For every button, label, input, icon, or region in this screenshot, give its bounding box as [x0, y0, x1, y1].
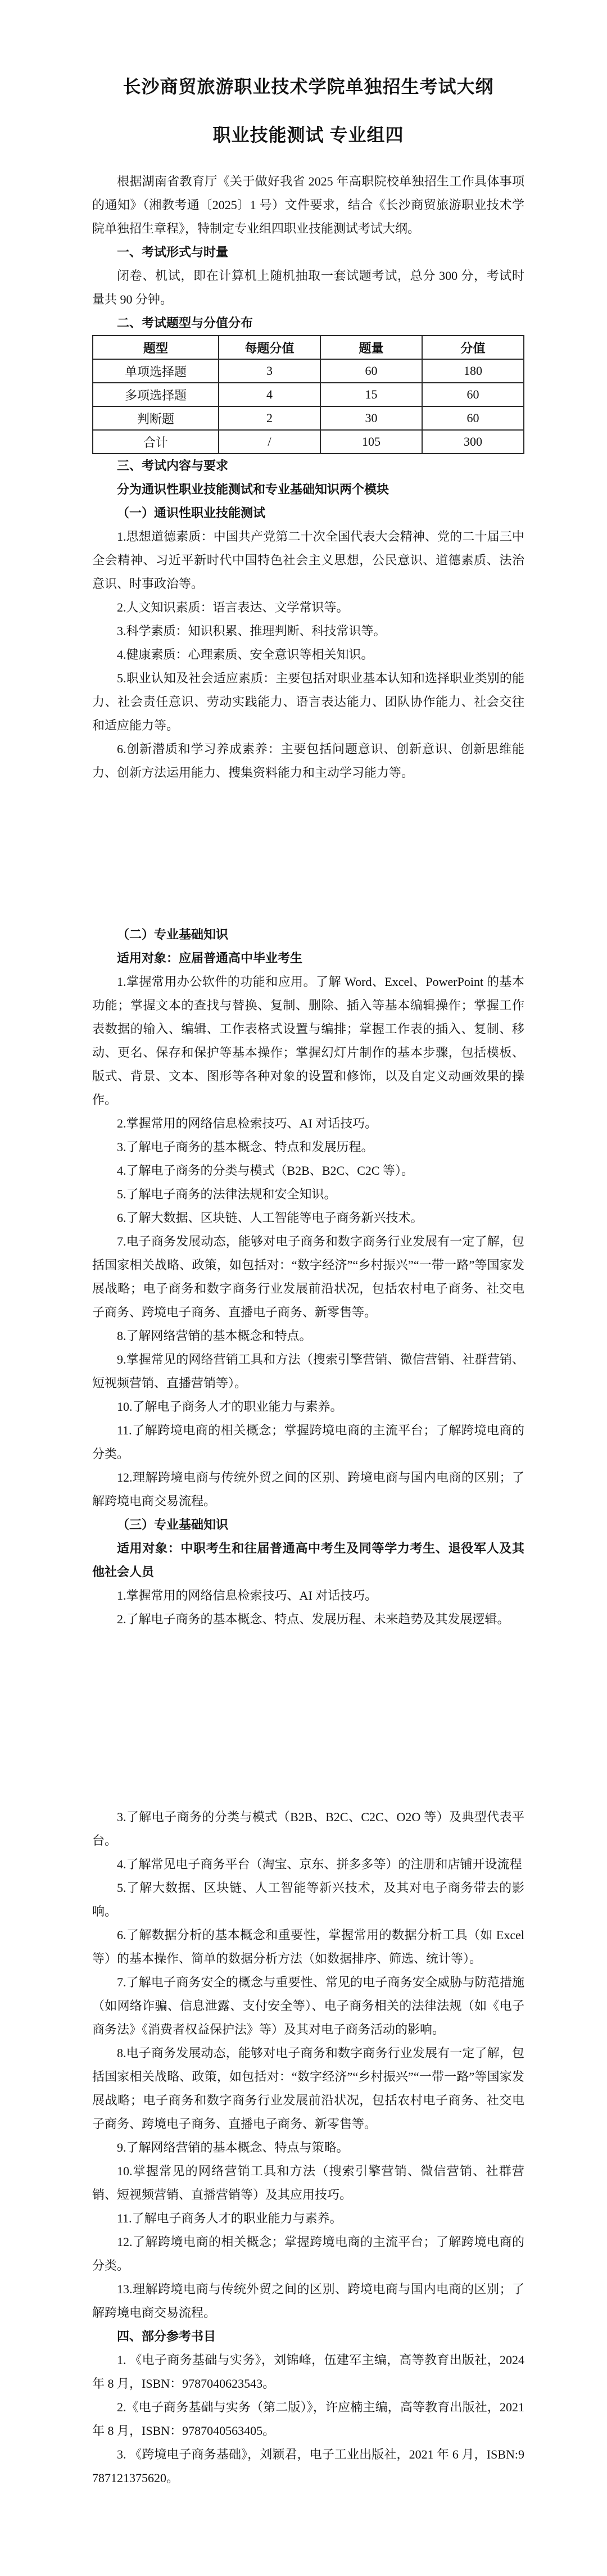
list-item: 2.了解电子商务的基本概念、特点、发展历程、未来趋势及其发展逻辑。	[117, 1612, 510, 1626]
part3-heading: （三）专业基础知识	[117, 1518, 229, 1532]
list-item: 5.了解电子商务的法律法规和安全知识。	[117, 1187, 337, 1201]
table-row	[93, 359, 524, 383]
table-cell: 60	[422, 406, 524, 430]
list-item: 13.理解跨境电商与传统外贸之间的区别、跨境电商与国内电商的区别；了解跨境电商交易流程。	[92, 2282, 524, 2320]
table-cell: 3	[219, 359, 320, 383]
table-cell: 180	[422, 359, 524, 383]
list-item: 2.掌握常用的网络信息检索技巧、AI 对话技巧。	[117, 1116, 378, 1130]
table-cell: 多项选择题	[93, 383, 219, 406]
list-item: 4.了解常见电子商务平台（淘宝、京东、拼多多等）的注册和店铺开设流程	[117, 1857, 522, 1871]
reference-item: 1. 《电子商务基础与实务》，刘锦峰，伍建军主编，高等教育出版社，2024 年 8 月，ISBN：9787040623543。	[92, 2353, 524, 2391]
table-cell: 60	[422, 383, 524, 406]
part2-heading: （二）专业基础知识	[117, 927, 229, 941]
table-cell: 单项选择题	[93, 359, 219, 383]
table-row	[93, 406, 524, 430]
list-item: 11.了解电子商务人才的职业能力与素养。	[117, 2211, 342, 2225]
reference-item: 3. 《跨境电子商务基础》，刘颖君，电子工业出版社，2021 年 6 月，ISBN:9787121375620。	[92, 2447, 524, 2485]
list-item: 1.掌握常用办公软件的功能和应用。了解 Word、Excel、PowerPoint 的基本功能；掌握文本的查找与替换、复制、删除、插入等基本编辑操作；掌握工作表数据的输入、编辑、工作表格式设置与编排；掌握工作表的插入、复制、移动、更名、保存和保护等基本操作；掌握幻灯片制作的基本步骤，包括模板、版式、背景、文本、图形等各种对象的设置和修饰，以及自定义动画效果的操作。	[92, 975, 524, 1107]
reference-item: 2.《电子商务基础与实务（第二版）》，许应楠主编，高等教育出版社，2021 年 8 月，ISBN：9787040563405。	[92, 2400, 524, 2438]
table-header-row	[93, 336, 524, 359]
document-subtitle: 职业技能测试 专业组四	[212, 125, 404, 145]
list-item: 12.了解跨境电商的相关概念；掌握跨境电商的主流平台；了解跨境电商的分类。	[92, 2235, 524, 2272]
list-item: 9.掌握常见的网络营销工具和方法（搜索引擎营销、微信营销、社群营销、短视频营销、直播营销等）。	[92, 1352, 524, 1390]
list-item: 1.掌握常用的网络信息检索技巧、AI 对话技巧。	[117, 1588, 378, 1602]
list-item: 11.了解跨境电商的相关概念；掌握跨境电商的主流平台；了解跨境电商的分类。	[92, 1423, 524, 1461]
list-item: 10.掌握常见的网络营销工具和方法（搜索引擎营销、微信营销、社群营销、短视频营销、直播营销等）及其应用技巧。	[92, 2164, 524, 2202]
list-item: 10.了解电子商务人才的职业能力与素养。	[117, 1400, 343, 1414]
document-title: 长沙商贸旅游职业技术学院单独招生考试大纲	[123, 76, 494, 97]
list-item: 4.了解电子商务的分类与模式（B2B、B2C、C2C 等）。	[117, 1163, 414, 1178]
section2-heading: 二、考试题型与分值分布	[117, 316, 253, 330]
list-item: 3.科学素质：知识积累、推理判断、科技常识等。	[117, 624, 386, 638]
part2-audience: 适用对象：应届普通高中毕业考生	[117, 951, 303, 965]
table-cell: 15	[320, 383, 422, 406]
list-item: 5.了解大数据、区块链、人工智能等新兴技术，及其对电子商务带去的影响。	[92, 1881, 524, 1918]
part3-audience: 适用对象：中职考生和往届普通高中考生及同等学力考生、退役军人及其他社会人员	[92, 1541, 524, 1579]
table-cell: 60	[320, 359, 422, 383]
table-cell: 4	[219, 383, 320, 406]
section3-heading: 三、考试内容与要求	[117, 459, 229, 473]
table-cell: 合计	[93, 430, 219, 454]
list-item: 7.了解电子商务安全的概念与重要性、常见的电子商务安全威胁与防范措施（如网络诈骗、信息泄露、支付安全等）、电子商务相关的法律法规（如《电子商务法》《消费者权益保护法》等）及其对电子商务活动的影响。	[92, 1975, 524, 2036]
column-header-points-per-question: 每题分值	[219, 336, 320, 359]
intro-paragraph: 根据湖南省教育厅《关于做好我省 2025 年高职院校单独招生工作具体事项的通知》（湘教考通〔2025〕1 号）文件要求，结合《长沙商贸旅游职业技术学院单独招生章程》，特制定专业组四职业技能测试考试大纲。	[92, 174, 524, 236]
column-header-question-type: 题型	[93, 336, 219, 359]
table-cell: 300	[422, 430, 524, 454]
list-item: 6.了解大数据、区块链、人工智能等电子商务新兴技术。	[117, 1211, 423, 1225]
part1-heading: （一）通识性职业技能测试	[117, 506, 266, 520]
list-item: 3.了解电子商务的基本概念、特点和发展历程。	[117, 1140, 374, 1154]
table-cell: 判断题	[93, 406, 219, 430]
list-item: 8.电子商务发展动态，能够对电子商务和数字商务行业发展有一定了解，包括国家相关战略、政策，如包括对：“数字经济”“乡村振兴”“一带一路”等国家发展战略；电子商务和数字商务行业发展前沿状况，包括农村电子商务、社交电子商务、跨境电子商务、直播电子商务、新零售等。	[92, 2046, 524, 2131]
list-item: 9.了解网络营销的基本概念、特点与策略。	[117, 2140, 349, 2154]
section1-body: 闭卷、机试，即在计算机上随机抽取一套试题考试，总分 300 分，考试时量共 90 分钟。	[92, 269, 524, 306]
list-item: 1.思想道德素质：中国共产党第二十次全国代表大会精神、党的二十届三中全会精神、习近平新时代中国特色社会主义思想，公民意识、道德素质、法治意识、时事政治等。	[92, 529, 524, 591]
list-item: 3.了解电子商务的分类与模式（B2B、B2C、C2C、O2O 等）及典型代表平台。	[92, 1810, 524, 1848]
table-cell: /	[219, 430, 320, 454]
list-item: 6.了解数据分析的基本概念和重要性，掌握常用的数据分析工具（如 Excel 等）的基本操作、简单的数据分析方法（如数据排序、筛选、统计等）。	[92, 1928, 524, 1966]
table-cell: 105	[320, 430, 422, 454]
score-distribution-table	[92, 335, 524, 454]
column-header-total-points: 分值	[422, 336, 524, 359]
column-header-question-count: 题量	[320, 336, 422, 359]
list-item: 8.了解网络营销的基本概念和特点。	[117, 1329, 312, 1343]
list-item: 5.职业认知及社会适应素质：主要包括对职业基本认知和选择职业类别的能力、社会责任意识、劳动实践能力、语言表达能力、团队协作能力、社会交往和适应能力等。	[92, 671, 524, 732]
list-item: 12.理解跨境电商与传统外贸之间的区别、跨境电商与国内电商的区别；了解跨境电商交易流程。	[92, 1470, 524, 1508]
table-cell: 30	[320, 406, 422, 430]
table-cell: 2	[219, 406, 320, 430]
list-item: 6.创新潜质和学习养成素养：主要包括问题意识、创新意识、创新思维能力、创新方法运用能力、搜集资料能力和主动学习能力等。	[92, 742, 524, 780]
page-break-gap	[92, 1631, 524, 1805]
list-item: 7.电子商务发展动态，能够对电子商务和数字商务行业发展有一定了解，包括国家相关战略、政策，如包括对：“数字经济”“乡村振兴”“一带一路”等国家发展战略；电子商务和数字商务行业发展前沿状况，包括农村电子商务、社交电子商务、跨境电子商务、直播电子商务、新零售等。	[92, 1234, 524, 1319]
section1-heading: 一、考试形式与时量	[117, 245, 229, 259]
list-item: 2.人文知识素质：语言表达、文学常识等。	[117, 600, 349, 614]
table-row	[93, 430, 524, 454]
page-break-gap	[92, 785, 524, 923]
list-item: 4.健康素质：心理素质、安全意识等相关知识。	[117, 648, 374, 662]
section4-heading: 四、部分参考书目	[117, 2329, 216, 2343]
section3-lead: 分为通识性职业技能测试和专业基础知识两个模块	[117, 482, 389, 496]
table-row	[93, 383, 524, 406]
